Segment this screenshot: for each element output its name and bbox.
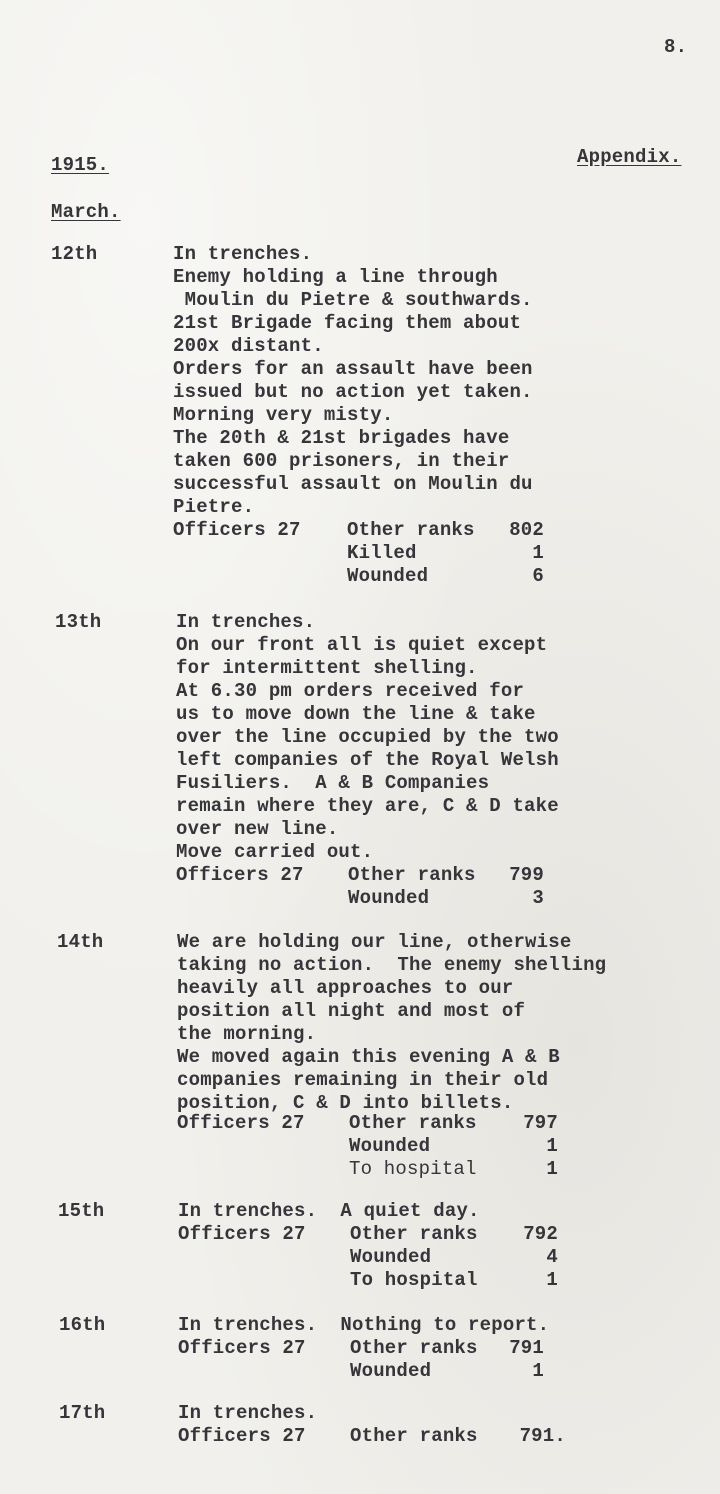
stat-label: Wounded <box>350 1246 432 1268</box>
stat-value: 1 <box>546 1135 558 1157</box>
entry-line: In trenches. <box>178 1402 318 1424</box>
entry-date-16th: 16th <box>59 1314 106 1336</box>
entry-line: Fusiliers. A & B Companies <box>176 772 490 794</box>
stat-label: Other ranks <box>350 1425 478 1447</box>
entry-date-15th: 15th <box>58 1200 105 1222</box>
entry-line: taken 600 prisoners, in their <box>173 450 510 472</box>
entry-line: companies remaining in their old <box>177 1069 549 1091</box>
officers-count: Officers 27 <box>178 1425 306 1447</box>
entry-line: successful assault on Moulin du <box>173 473 533 495</box>
entry-line: 200x distant. <box>173 335 324 357</box>
stat-label: Wounded <box>350 1360 432 1382</box>
month-heading: March. <box>51 201 121 223</box>
stat-label: To hospital <box>350 1269 478 1291</box>
stat-label: Other ranks <box>350 1223 478 1245</box>
entry-line: issued but no action yet taken. <box>173 381 533 403</box>
entry-date-14th: 14th <box>57 931 104 953</box>
entry-line: In trenches. A quiet day. <box>178 1200 480 1222</box>
page-number: 8. <box>664 36 688 58</box>
entry-line: Enemy holding a line through <box>173 266 498 288</box>
entry-line: position, C & D into billets. <box>177 1092 514 1114</box>
entry-line: We moved again this evening A & B <box>177 1046 560 1068</box>
officers-count: Officers 27 <box>177 1112 305 1134</box>
entry-line: position all night and most of <box>177 1000 526 1022</box>
stat-label: Other ranks <box>349 1112 477 1134</box>
entry-line: In trenches. <box>176 611 316 633</box>
entry-line: In trenches. <box>173 243 313 265</box>
stat-value: 1 <box>532 1360 544 1382</box>
entry-line: left companies of the Royal Welsh <box>176 749 559 771</box>
stat-value: 791 <box>509 1337 544 1359</box>
officers-count: Officers 27 <box>178 1223 306 1245</box>
entry-line: Moulin du Pietre & southwards. <box>173 289 533 311</box>
entry-line: Pietre. <box>173 496 255 518</box>
entry-line: Move carried out. <box>176 841 374 863</box>
entry-line: over the line occupied by the two <box>176 726 559 748</box>
entry-date-17th: 17th <box>59 1402 106 1424</box>
entry-line: On our front all is quiet except <box>176 634 548 656</box>
stat-value: 4 <box>546 1246 558 1268</box>
entry-line: over new line. <box>176 818 339 840</box>
entry-line: remain where they are, C & D take <box>176 795 559 817</box>
entry-line: for intermittent shelling. <box>176 657 478 679</box>
stat-label: To hospital <box>349 1158 477 1180</box>
entry-line: Orders for an assault have been <box>173 358 533 380</box>
stat-label: Other ranks <box>348 864 476 886</box>
entry-line: 21st Brigade facing them about <box>173 312 522 334</box>
entry-line: us to move down the line & take <box>176 703 536 725</box>
entry-line: the morning. <box>177 1023 317 1045</box>
stat-value: 1 <box>546 1269 558 1291</box>
entry-date-12th: 12th <box>51 243 98 265</box>
entry-line: At 6.30 pm orders received for <box>176 680 525 702</box>
stat-value: 791. <box>519 1425 566 1447</box>
stat-value: 799 <box>509 864 544 886</box>
officers-count: Officers 27 <box>173 519 301 541</box>
stat-label: Other ranks <box>347 519 475 541</box>
stat-value: 792 <box>523 1223 558 1245</box>
officers-count: Officers 27 <box>178 1337 306 1359</box>
stat-value: 1 <box>532 542 544 564</box>
stat-value: 802 <box>509 519 544 541</box>
stat-value: 797 <box>523 1112 558 1134</box>
entry-line: Morning very misty. <box>173 404 394 426</box>
stat-label: Wounded <box>347 565 429 587</box>
entry-line: taking no action. The enemy shelling <box>177 954 607 976</box>
stat-value: 1 <box>546 1158 558 1180</box>
stat-label: Wounded <box>349 1135 431 1157</box>
stat-label: Killed <box>347 542 417 564</box>
entry-date-13th: 13th <box>55 611 102 633</box>
stat-label: Other ranks <box>350 1337 478 1359</box>
entry-line: In trenches. Nothing to report. <box>178 1314 550 1336</box>
officers-count: Officers 27 <box>176 864 304 886</box>
stat-value: 6 <box>532 565 544 587</box>
entry-line: heavily all approaches to our <box>177 977 514 999</box>
entry-line: We are holding our line, otherwise <box>177 931 572 953</box>
entry-line: The 20th & 21st brigades have <box>173 427 510 449</box>
appendix-heading: Appendix. <box>577 146 682 168</box>
stat-value: 3 <box>532 887 544 909</box>
stat-label: Wounded <box>348 887 430 909</box>
year-heading: 1915. <box>51 154 110 176</box>
